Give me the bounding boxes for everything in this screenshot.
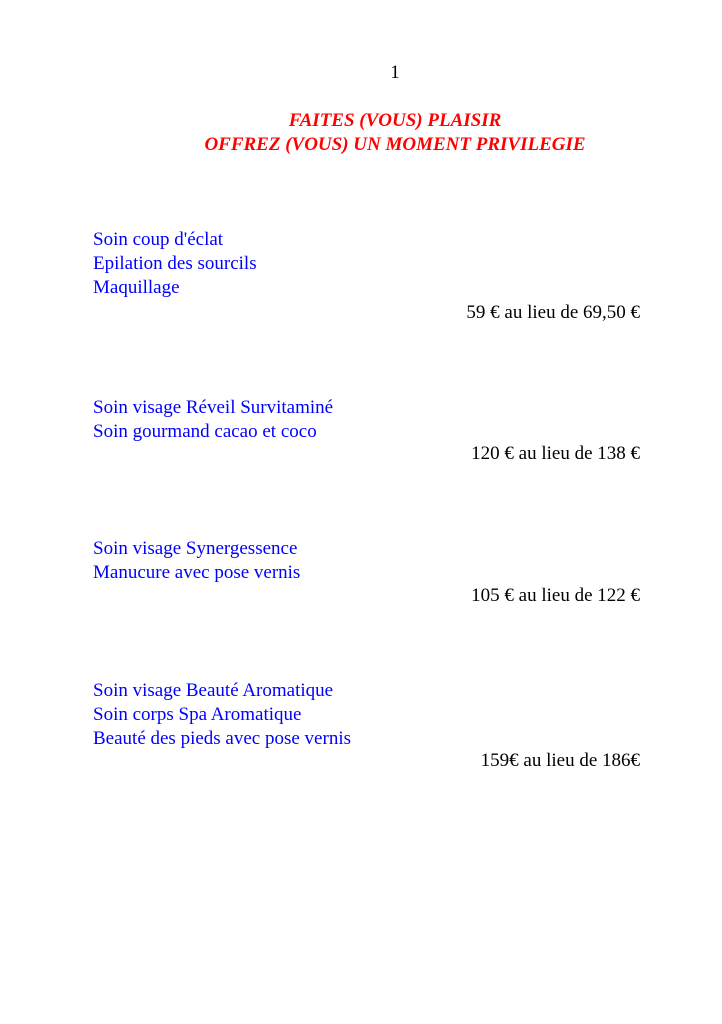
offer-item: Soin coup d'éclat — [93, 229, 224, 250]
offer-price: 159€ au lieu de 186€ — [480, 750, 640, 771]
offer-item: Soin visage Synergessence — [93, 538, 298, 559]
offer-item: Soin visage Beauté Aromatique — [93, 680, 334, 701]
offer-item: Maquillage — [93, 277, 180, 298]
offer-item: Soin visage Réveil Survitaminé — [93, 397, 334, 418]
offer-item: Manucure avec pose vernis — [93, 562, 301, 583]
heading-line-1: FAITES (VOUS) PLAISIR — [288, 110, 502, 131]
offer-price: 120 € au lieu de 138 € — [471, 443, 640, 464]
offer-item: Beauté des pieds avec pose vernis — [93, 728, 351, 749]
offer-block — [93, 679, 653, 751]
offer-block — [93, 537, 653, 585]
offer-price: 105 € au lieu de 122 € — [471, 585, 640, 606]
heading-line-2: OFFREZ (VOUS) UN MOMENT PRIVILEGIE — [204, 134, 586, 155]
offer-price: 59 € au lieu de 69,50 € — [466, 302, 640, 323]
page-number: 1 — [390, 62, 400, 83]
offer-item: Epilation des sourcils — [93, 253, 257, 274]
offer-block — [93, 228, 653, 300]
offer-block — [93, 396, 653, 444]
offer-item: Soin gourmand cacao et coco — [93, 421, 317, 442]
offer-item: Soin corps Spa Aromatique — [93, 704, 302, 725]
